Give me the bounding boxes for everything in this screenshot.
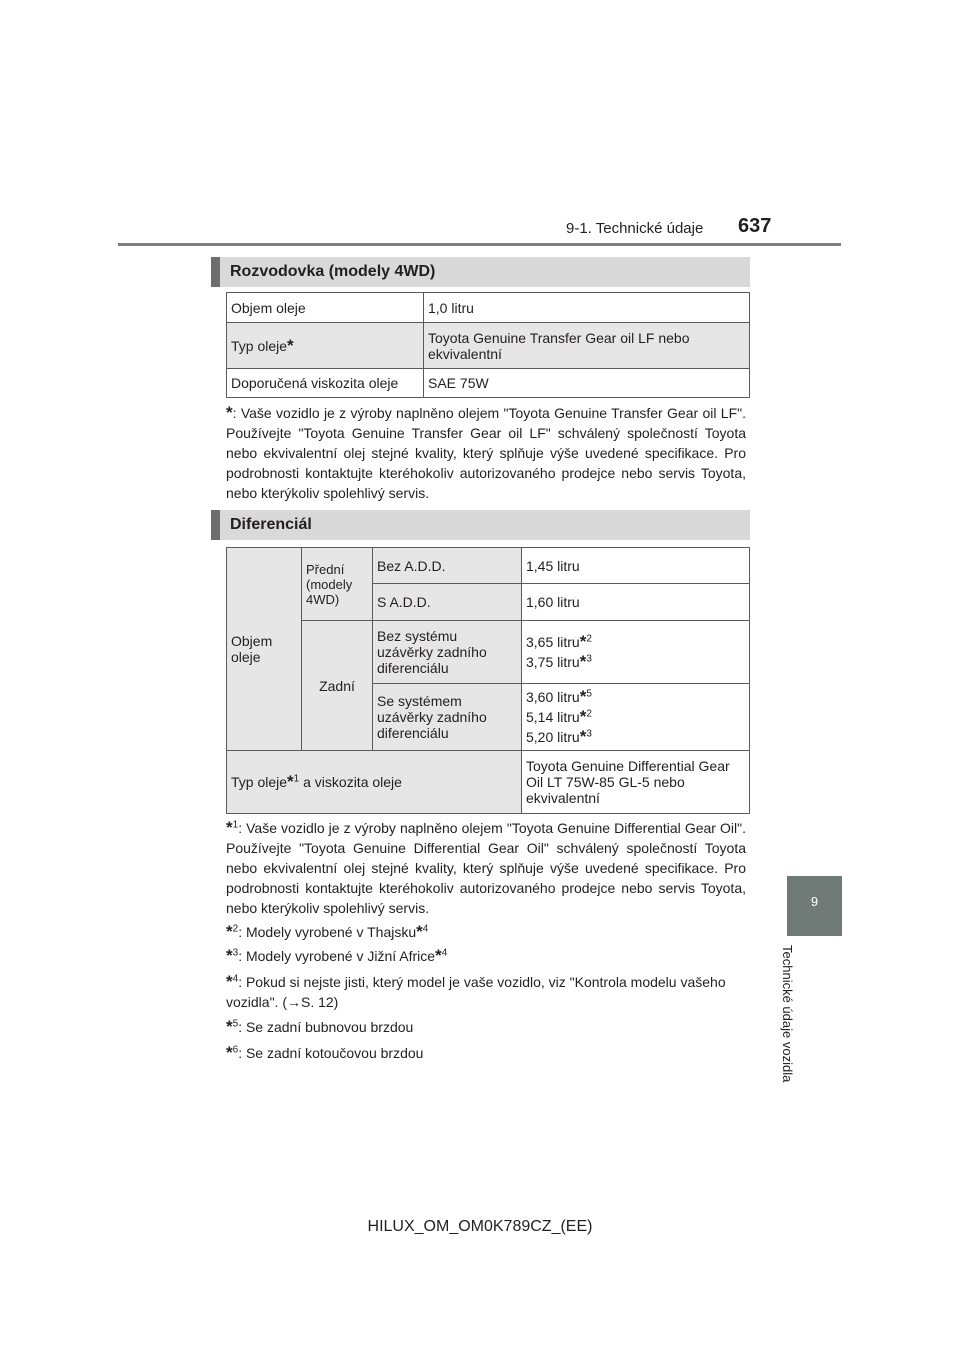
header-rule [118,243,841,246]
table-cell-value: Toyota Genuine Transfer Gear oil LF nebo ekvivalentní [424,323,750,369]
chapter-tab-label: Technické údaje vozidla [780,945,795,1083]
table-cell-label: Objem oleje [227,548,302,751]
table-cell-label: S A.D.D. [373,584,522,621]
footnote-6: *$^6$: Se zadní kotoučovou brzdou [226,1043,424,1062]
page-number: 637 [738,215,772,237]
table-cell-value: SAE 75W [424,369,750,398]
table-row [227,751,750,814]
table-cell-label: Doporučená viskozita oleje [227,369,424,398]
running-header: 9-1. Technické údaje [566,220,704,237]
table-row [227,369,750,398]
table-row [227,548,750,584]
table-cell-value: 1,45 litru [522,548,750,584]
footnote-4: *$^4$: Pokud si nejste jisti, který model je vaše vozidlo, viz "Kontrola modelu vašeho vozidla". (→S. 12) [226,972,726,1010]
transfer-footnote: *: Vaše vozidlo je z výroby naplněno olejem "Toyota Genuine Transfer Gear oil LF". Používejte "Toyota Genuine Transfer Gear oil LF" schválený společností Toyota nebo ekvivalentní olej stejné kvality, který splňuje výše uvedené specifikace. Pro podrobnosti kontaktujte kteréhokoliv autorizovaného prodejce nebo servis Toyota, nebo kterýkoliv spolehlivý servis. [226,403,746,501]
transfer-spec-table [226,292,750,398]
section-heading-differential: Diferenciál [211,510,750,540]
footnote-3: *$^3$: Modely vyrobené v Jižní Africe*$^4$ [226,946,448,965]
chapter-tab: 9 [787,876,842,936]
table-row [227,293,750,323]
footnote-2: *$^2$: Modely vyrobené v Thajsku*$^4$ [226,922,429,941]
table-cell-label: Bez A.D.D. [373,548,522,584]
footnote-5: *$^5$: Se zadní bubnovou brzdou [226,1017,414,1036]
table-cell-label: Se systémem uzávěrky zadního diferenciálu [373,684,522,751]
table-row [227,621,750,684]
table-cell-value: Toyota Genuine Differential Gear Oil LT 75W-85 GL-5 nebo ekvivalentní [522,751,750,814]
table-cell-value: 1,0 litru [424,293,750,323]
table-cell-label: Přední (modely 4WD) [302,548,373,621]
table-cell-label: Bez systému uzávěrky zadního diferenciálu [373,621,522,684]
table-cell-label: Typ oleje*$^1$ a viskozita oleje [227,751,522,814]
footer-code: HILUX_OM_OM0K789CZ_(EE) [367,1218,593,1235]
table-cell-label: Zadní [302,621,373,751]
differential-spec-table [226,547,750,814]
table-cell-label: Objem oleje [227,293,424,323]
table-cell-value: 3,65 litru*$^2$ 3,75 litru*$^3$ [522,621,750,684]
footnote-1: *$^1$: Vaše vozidlo je z výroby naplněno olejem "Toyota Genuine Differential Gear Oil". Používejte "Toyota Genuine Differential Gear Oil" schválený společností Toyota nebo ekvivalentní olej stejné kvality, který splňuje výše uvedené specifikace. Pro podrobnosti kontaktujte kteréhokoliv autorizovaného prodejce nebo servis Toyota, nebo kterýkoliv spolehlivý servis. [226,818,746,916]
table-cell-label: Typ oleje* [227,323,424,369]
section-heading-transfer: Rozvodovka (modely 4WD) [211,257,750,287]
table-row [227,323,750,369]
table-cell-value: 3,60 litru*$^5$ 5,14 litru*$^2$ 5,20 litru*$^3$ [522,684,750,751]
table-cell-value: 1,60 litru [522,584,750,621]
